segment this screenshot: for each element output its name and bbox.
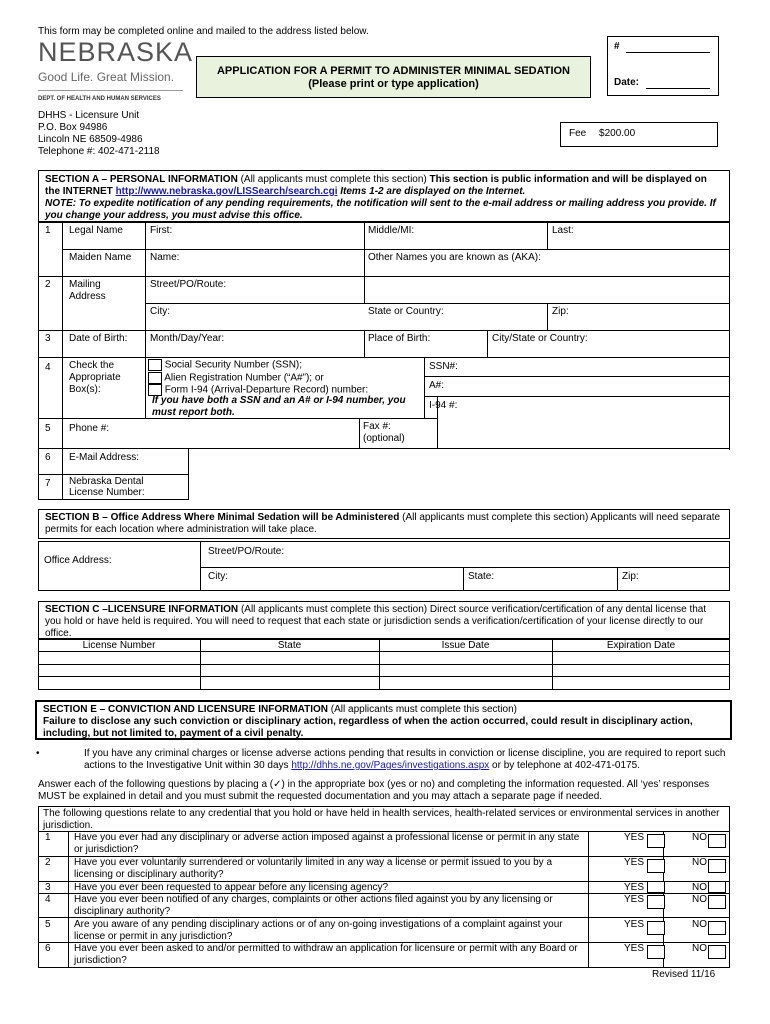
pob-field[interactable]: City/State or Country: xyxy=(492,333,588,344)
col-state: State xyxy=(277,640,302,651)
q3-yes-checkbox[interactable] xyxy=(647,881,665,893)
maiden-name-label: Maiden Name xyxy=(69,252,132,263)
state-country-field[interactable]: State or Country: xyxy=(368,306,444,317)
row-number: 3 xyxy=(45,333,51,344)
address-line: P.O. Box 94986 xyxy=(38,122,108,133)
logo-wordmark: NEBRASKA xyxy=(38,37,194,67)
section-c-header xyxy=(38,601,730,639)
section-a-notice: NOTE: To expedite notification of any pending requirements, the notification will sent to the e-mail address or mailing address you provide. If you change your address, you must advise this office. xyxy=(45,198,716,221)
office-address-table xyxy=(38,541,730,591)
col-issue-date: Issue Date xyxy=(441,640,490,651)
bullet-icon: • xyxy=(36,748,40,759)
email-label: E-Mail Address: xyxy=(69,452,140,463)
pob-label: Place of Birth: xyxy=(368,333,431,344)
col-license-number: License Number xyxy=(82,640,156,651)
alien-option-label: Alien Registration Number (“A#”); or xyxy=(164,372,324,384)
office-city-field[interactable]: City: xyxy=(208,571,228,582)
logo-tagline: Good Life. Great Mission. xyxy=(38,70,175,84)
license-row-cell[interactable] xyxy=(40,666,198,675)
date-label: Date: xyxy=(614,77,640,88)
col-expiration-date: Expiration Date xyxy=(606,640,676,651)
agency-address xyxy=(38,110,160,158)
section-a-items-note: Items 1-2 are displayed on the Internet. xyxy=(340,186,526,197)
dob-label: Date of Birth: xyxy=(69,333,128,344)
i94-field[interactable]: I-94 #: xyxy=(429,400,458,411)
nd-license-field[interactable] xyxy=(193,476,723,498)
email-field[interactable] xyxy=(193,450,723,472)
investigative-unit-note: If you have any criminal charges or license adverse actions pending that results in conviction or license discipline, you are required to report such actions to the Investigative Unit within 30 days http://dhhs.ne.gov/Pages/investigations.aspx or by telephone at 402-471-0175. xyxy=(84,748,726,771)
section-b-text: (All applicants must complete this section) Applicants will need separate permits for each location where administration will take place. xyxy=(45,512,721,535)
dob-field[interactable]: Month/Day/Year: xyxy=(150,333,225,344)
q4-yes-checkbox[interactable] xyxy=(647,895,665,909)
q3-no-checkbox[interactable] xyxy=(708,881,726,893)
address-line: Telephone #: 402-471-2118 xyxy=(38,146,160,157)
fee-label: Fee xyxy=(569,128,587,139)
row-number: 1 xyxy=(45,225,51,236)
q6-yes-checkbox[interactable] xyxy=(647,945,665,959)
maiden-name-field[interactable]: Name: xyxy=(150,252,180,263)
form-title: APPLICATION FOR A PERMIT TO ADMINISTER MINIMAL SEDATION xyxy=(216,65,570,77)
title-box xyxy=(196,56,591,98)
office-address-label: Office Address: xyxy=(44,555,112,566)
mailing-address-label: Mailing Address xyxy=(69,279,106,302)
section-e-title: SECTION E – CONVICTION AND LICENSURE INFORMATION xyxy=(43,704,329,715)
phone-field[interactable] xyxy=(150,421,355,445)
section-c-text: (All applicants must complete this section) Direct source verification/certification of any dental license that you hold or have held is required. You will need to request that each state or jurisdiction sends a verification/certification of your license directly to our office. xyxy=(45,604,707,639)
q5-yes-checkbox[interactable] xyxy=(647,921,665,935)
top-note: This form may be completed online and mailed to the address listed below. xyxy=(38,26,369,37)
investigations-link[interactable]: http://dhhs.ne.gov/Pages/investigations.aspx xyxy=(291,760,490,771)
q5-no-checkbox[interactable] xyxy=(708,921,726,935)
q2-yes-checkbox[interactable] xyxy=(647,859,665,873)
row-number: 4 xyxy=(45,362,51,373)
city-field[interactable]: City: xyxy=(150,306,170,317)
row-number: 2 xyxy=(45,279,51,290)
first-name-field[interactable]: First: xyxy=(150,225,173,236)
number-label: # xyxy=(614,41,620,52)
last-name-field[interactable]: Last: xyxy=(552,225,574,236)
ssn-checkbox[interactable] xyxy=(148,359,162,371)
row-number: 6 xyxy=(45,452,51,463)
form-subtitle: (Please print or type application) xyxy=(308,78,479,90)
check-box-label: Check the Appropriate Box(s): xyxy=(69,360,121,395)
revised-date: Revised 11/16 xyxy=(652,969,716,980)
alien-number-field[interactable]: A#: xyxy=(429,380,445,391)
license-row-cell[interactable] xyxy=(40,653,198,663)
section-b-title: SECTION B – Office Address Where Minimal Sedation will be Administered xyxy=(45,512,400,523)
section-a-note: (All applicants must complete this section) xyxy=(240,174,427,185)
answer-instructions: Answer each of the following questions by placing a (✓) in the appropriate box (yes or no) and completing the information requested. All ‘yes’ responses MUST be explained in detail and you must submit the requested documentation and you may attach a separate page if needed. xyxy=(38,779,710,802)
fee-box xyxy=(560,122,718,147)
section-e-header xyxy=(35,700,732,740)
office-street-field[interactable]: Street/PO/Route: xyxy=(208,546,285,557)
row-number: 7 xyxy=(45,478,51,489)
section-b-header xyxy=(38,509,730,539)
middle-name-field[interactable]: Middle/MI: xyxy=(368,225,415,236)
row-number: 5 xyxy=(45,423,51,434)
license-row-cell[interactable] xyxy=(40,678,198,688)
personal-info-table xyxy=(38,222,730,500)
nebraska-logo xyxy=(38,37,194,104)
q6-no-checkbox[interactable] xyxy=(708,945,726,959)
zip-field[interactable]: Zip: xyxy=(552,306,569,317)
nd-license-label: Nebraska Dental License Number: xyxy=(69,476,145,498)
ssn-field[interactable]: SSN#: xyxy=(429,361,458,372)
section-a-public: This section is public information and will be displayed on the INTERNET xyxy=(45,174,707,197)
section-a-header xyxy=(38,170,730,222)
lis-search-link[interactable]: http://www.nebraska.gov/LISSearch/search.cgi xyxy=(115,186,338,197)
alien-checkbox[interactable] xyxy=(148,372,162,384)
phone-label: Phone #: xyxy=(69,423,110,434)
address-line: Lincoln NE 68509-4986 xyxy=(38,134,143,145)
questions-intro: The following questions relate to any credential that you hold or have held in health services, health-related services or environmental services in another jurisdiction. xyxy=(43,808,720,831)
q2-no-checkbox[interactable] xyxy=(708,859,726,873)
q1-yes-checkbox[interactable] xyxy=(647,834,665,848)
license-table xyxy=(38,639,730,690)
logo-dept: DEPT. OF HEALTH AND HUMAN SERVICES xyxy=(38,96,161,102)
fax-label: Fax #: (optional) xyxy=(363,421,405,444)
ssn-option-label: Social Security Number (SSN); xyxy=(164,359,303,371)
office-state-field[interactable]: State: xyxy=(468,571,495,582)
both-numbers-note: If you have both a SSN and an A# or I-94 number, you must report both. xyxy=(152,395,406,418)
q4-no-checkbox[interactable] xyxy=(708,895,726,909)
section-e-warning: Failure to disclose any such conviction or disciplinary action, regardless of when the action occurred, could result in disciplinary action, including, but not limited to, payment of a civil penalty. xyxy=(43,716,693,739)
fax-field[interactable] xyxy=(442,421,724,445)
aka-field[interactable]: Other Names you are known as (AKA): xyxy=(368,252,541,263)
section-a-title: SECTION A – PERSONAL INFORMATION xyxy=(45,174,238,185)
office-use-box xyxy=(607,36,719,96)
fee-amount: $200.00 xyxy=(599,128,636,139)
street-field[interactable]: Street/PO/Route: xyxy=(150,279,227,290)
i94-option-label: Form I-94 (Arrival-Departure Record) number: xyxy=(164,384,369,396)
address-line: DHHS - Licensure Unit xyxy=(38,110,140,121)
legal-name-label: Legal Name xyxy=(69,225,123,236)
section-e-note: (All applicants must complete this section) xyxy=(330,704,517,715)
section-c-title: SECTION C –LICENSURE INFORMATION xyxy=(45,604,239,615)
office-zip-field[interactable]: Zip: xyxy=(622,571,639,582)
q1-no-checkbox[interactable] xyxy=(708,834,726,848)
